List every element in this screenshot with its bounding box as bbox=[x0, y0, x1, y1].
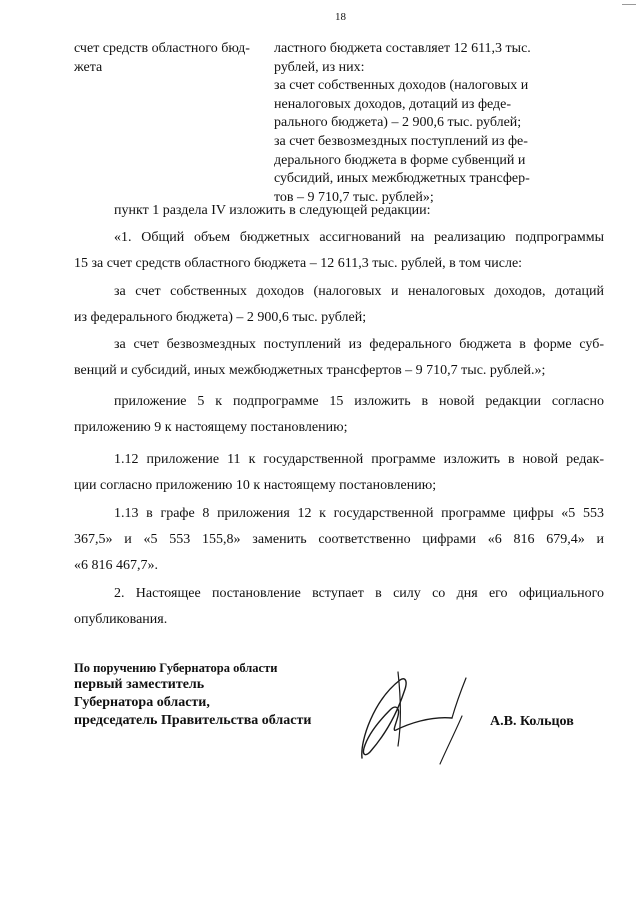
table-right-line: за счет безвозмездных поступлений из фе- bbox=[274, 133, 528, 149]
paragraph bbox=[74, 229, 604, 273]
paragraph-line: за счет собственных доходов (налоговых и неналоговых доходов, дотаций bbox=[114, 284, 604, 299]
table-right-line: неналоговых доходов, дотаций из феде- bbox=[274, 96, 512, 112]
paragraph-line: опубликования. bbox=[74, 612, 168, 627]
paragraph-line: 367,5» и «5 553 155,8» заменить соответственно цифрами «6 816 679,4» и bbox=[74, 532, 604, 547]
paragraph-line: приложение 5 к подпрограмме 15 изложить в новой редакции согласно bbox=[114, 394, 604, 409]
table-left-line: счет средств областного бюд- bbox=[74, 41, 250, 56]
paragraph-line: 2. Настоящее постановление вступает в силу со дня его официального bbox=[114, 586, 604, 601]
paragraph bbox=[114, 202, 604, 220]
signatory-line: Губернатора области, bbox=[74, 695, 210, 710]
page-number: 18 bbox=[335, 11, 346, 23]
paragraph bbox=[74, 451, 604, 495]
table-right-line: тов – 9 710,7 тыс. рублей»; bbox=[274, 189, 434, 205]
paragraph bbox=[74, 505, 604, 575]
signatory-line: По поручению Губернатора области bbox=[74, 661, 278, 675]
signatory-name: А.В. Кольцов bbox=[490, 714, 574, 729]
paragraph-line: пункт 1 раздела IV изложить в следующей редакции: bbox=[114, 203, 431, 218]
paragraph-line: 1.12 приложение 11 к государственной программе изложить в новой редак- bbox=[114, 452, 604, 467]
paragraph-line: 15 за счет средств областного бюджета – 12 611,3 тыс. рублей, в том числе: bbox=[74, 256, 523, 271]
paragraph-line: ции согласно приложению 10 к настоящему постановлению; bbox=[74, 478, 437, 493]
paragraph-line: из федерального бюджета) – 2 900,6 тыс. рублей; bbox=[74, 310, 367, 325]
paragraph-line: за счет безвозмездных поступлений из федерального бюджета в форме суб- bbox=[114, 337, 604, 352]
table-right-line: рублей, из них: bbox=[274, 59, 365, 75]
paragraph bbox=[74, 336, 604, 380]
table-right-line: за счет собственных доходов (налоговых и bbox=[274, 78, 529, 94]
signatory-block bbox=[74, 660, 311, 730]
paragraph-line: венций и субсидий, иных межбюджетных трансфертов – 9 710,7 тыс. рублей.»; bbox=[74, 363, 546, 378]
signatory-line: председатель Правительства области bbox=[74, 713, 312, 728]
paragraph bbox=[74, 585, 604, 629]
paragraph-line: «6 816 467,7». bbox=[74, 558, 158, 573]
paragraph bbox=[74, 283, 604, 327]
paragraph-line: приложению 9 к настоящему постановлению; bbox=[74, 420, 348, 435]
paragraph bbox=[74, 393, 604, 437]
paragraph-line: «1. Общий объем бюджетных ассигнований на реализацию подпрограммы bbox=[114, 230, 604, 245]
table-right-cell bbox=[274, 40, 594, 207]
paragraph-line: 1.13 в графе 8 приложения 12 к государственной программе цифры «5 553 bbox=[114, 506, 604, 521]
table-right-line: дерального бюджета в форме субвенций и bbox=[274, 152, 526, 168]
handwritten-signature bbox=[340, 660, 470, 770]
table-right-line: рального бюджета) – 2 900,6 тыс. рублей; bbox=[274, 115, 522, 131]
corner-mark bbox=[622, 0, 636, 5]
table-right-line: субсидий, иных межбюджетных трансфер- bbox=[274, 171, 530, 187]
table-right-line: ластного бюджета составляет 12 611,3 тыс. bbox=[274, 41, 531, 56]
table-left-line: жета bbox=[74, 59, 103, 75]
table-left-cell bbox=[74, 40, 264, 77]
signatory-line: первый заместитель bbox=[74, 677, 205, 692]
